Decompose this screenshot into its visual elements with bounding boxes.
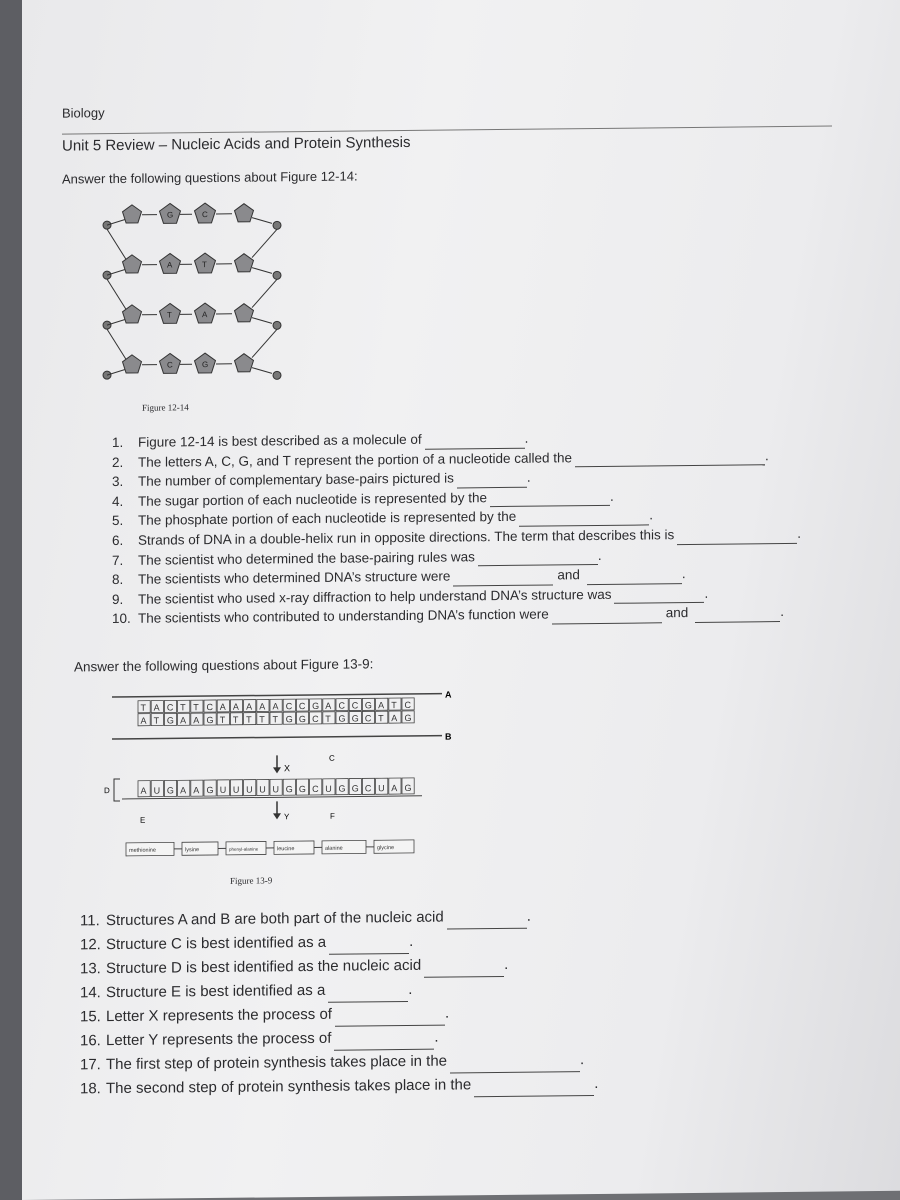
- question-text: Strands of DNA in a double-helix run in opposite directions. The term that describes this is: [138, 527, 675, 548]
- base-letter: C: [202, 210, 208, 220]
- question-end: .: [597, 547, 602, 563]
- figure-13-9-caption: Figure 13-9: [230, 875, 273, 886]
- question-number: 8.: [112, 572, 124, 588]
- answer-blank[interactable]: [453, 572, 553, 586]
- strand-b-letter: T: [153, 715, 160, 726]
- section2-instruction: Answer the following questions about Figure 13-9:: [74, 656, 374, 675]
- answer-blank[interactable]: [575, 452, 765, 467]
- mrna-letter: G: [166, 785, 174, 796]
- question-text: The letters A, C, G, and T represent the portion of a nucleotide called the: [138, 449, 573, 470]
- base-letter: G: [202, 360, 209, 370]
- strand-b-line: [112, 736, 442, 739]
- mrna-letter: G: [206, 784, 214, 796]
- dna-backbones: [103, 202, 281, 381]
- label-e: E: [140, 815, 146, 825]
- base-letter: T: [167, 310, 172, 320]
- question-end: .: [780, 604, 785, 620]
- worksheet-page: [22, 0, 900, 1200]
- and-connector: and: [557, 567, 580, 583]
- dna-strand-a: [138, 698, 414, 713]
- mrna-letter: G: [351, 783, 359, 794]
- question-end: .: [704, 585, 709, 601]
- base-letter: C: [167, 360, 173, 370]
- strand-a-letter: C: [285, 701, 293, 712]
- answer-blank[interactable]: [424, 964, 504, 978]
- question-number: 5.: [112, 513, 124, 529]
- question-text: The scientists who contributed to understanding DNA’s function were: [138, 606, 549, 627]
- question-text: Structure C is best identified as a: [106, 933, 327, 954]
- question-list-2: [80, 904, 598, 1101]
- question-number: 18.: [80, 1080, 101, 1098]
- question-end: .: [609, 488, 614, 504]
- question-number: 17.: [80, 1056, 101, 1074]
- strand-a-letter: C: [338, 700, 345, 711]
- question-number: 6.: [112, 532, 124, 549]
- strand-b-letter: T: [246, 714, 252, 725]
- strand-a-letter: C: [351, 700, 359, 711]
- sugar-pentagon: [235, 254, 254, 272]
- question-end: .: [580, 1051, 585, 1069]
- question-text: The phosphate portion of each nucleotide is represented by the: [138, 509, 517, 529]
- label-x: X: [284, 763, 291, 774]
- question-text: The scientist who determined the base-pairing rules was: [138, 548, 475, 568]
- bond-line: [107, 229, 127, 261]
- question-end: .: [524, 430, 529, 446]
- answer-blank[interactable]: [474, 1083, 594, 1097]
- amino-acid-label: leucine: [277, 846, 295, 853]
- phosphate-circle: [273, 321, 281, 329]
- answer-blank[interactable]: [677, 530, 797, 544]
- mrna-letter: A: [140, 785, 147, 796]
- question-end: .: [408, 980, 413, 998]
- amino-acid-label: alanine: [325, 845, 343, 852]
- question-end: .: [526, 907, 531, 925]
- mrna-letter: U: [153, 785, 161, 796]
- label-d: D: [104, 786, 110, 796]
- strand-b-letter: A: [391, 713, 398, 724]
- subject-heading: Biology: [62, 105, 105, 121]
- strand-a-letter: A: [246, 701, 253, 712]
- strand-a-letter: A: [153, 702, 160, 713]
- strand-a-letter: A: [378, 700, 385, 711]
- base-letter: G: [167, 210, 174, 220]
- strand-a-letter: C: [206, 702, 213, 713]
- strand-b-letter: T: [325, 713, 331, 724]
- section1-instruction: Answer the following questions about Figure 12-14:: [62, 168, 358, 187]
- mrna-letter: G: [404, 782, 412, 793]
- answer-blank[interactable]: [425, 435, 525, 449]
- question-number: 4.: [112, 493, 124, 509]
- mrna-strand: [114, 776, 422, 801]
- base-letter: A: [202, 310, 208, 320]
- label-y: Y: [284, 812, 290, 822]
- answer-blank[interactable]: [490, 493, 610, 507]
- mrna-letter: U: [232, 784, 240, 795]
- strand-b-letter: C: [364, 713, 372, 724]
- strand-b-letter: T: [378, 713, 384, 724]
- strand-a-letter: G: [364, 700, 372, 711]
- answer-blank[interactable]: [329, 941, 409, 955]
- background-edge: [0, 0, 22, 1200]
- question-text: The number of complementary base-pairs pictured is: [138, 470, 454, 489]
- question-end: .: [444, 1004, 450, 1022]
- bond-line: [107, 329, 127, 361]
- answer-blank[interactable]: [328, 989, 408, 1003]
- mrna-letter: U: [325, 783, 332, 794]
- question-list-1: [112, 426, 801, 629]
- mrna-letter: U: [219, 784, 227, 795]
- strand-b-letter: C: [312, 713, 319, 724]
- strand-b-letter: A: [193, 715, 200, 726]
- answer-blank[interactable]: [552, 610, 662, 624]
- protein-synthesis-figure: [102, 679, 462, 873]
- question-text: Letter X represents the process of: [106, 1005, 332, 1026]
- strand-b-letter: T: [272, 714, 278, 725]
- question-end: .: [649, 507, 654, 523]
- title-rule: [62, 126, 832, 135]
- label-b: B: [445, 731, 452, 742]
- question-number: 11.: [80, 912, 100, 930]
- sugar-pentagon: [123, 205, 142, 223]
- question-number: 13.: [80, 960, 101, 978]
- and-connector: and: [665, 605, 689, 621]
- mrna-letter: A: [180, 785, 187, 796]
- question-number: 1.: [112, 434, 124, 451]
- strand-b-letter: G: [298, 714, 306, 725]
- strand-b-letter: G: [351, 713, 359, 724]
- amino-acid-label: glycine: [377, 845, 395, 852]
- strand-a-letter: A: [272, 701, 279, 712]
- strand-a-letter: A: [232, 701, 239, 712]
- mrna-letter: G: [285, 784, 293, 795]
- bond-line: [252, 329, 277, 357]
- mrna-letter: A: [391, 783, 398, 794]
- mrna-letter: U: [259, 784, 266, 795]
- amino-acid-label: lysine: [185, 847, 200, 854]
- phosphate-circle: [273, 271, 281, 279]
- question-number: 16.: [80, 1032, 101, 1050]
- mrna-letter: U: [246, 784, 253, 795]
- answer-blank[interactable]: [335, 1013, 445, 1027]
- question-text: The scientists who determined DNA’s structure were: [138, 568, 451, 587]
- mrna-letter: A: [193, 785, 200, 796]
- mrna-bracket: [114, 779, 120, 801]
- strand-b-letter: G: [166, 715, 174, 726]
- sugar-pentagon: [235, 204, 254, 222]
- bond-line: [252, 229, 277, 257]
- question-text: The first step of protein synthesis takes place in the: [106, 1052, 448, 1074]
- bond-line: [252, 217, 272, 223]
- strand-b-letter: G: [404, 712, 412, 723]
- strand-a-letter: T: [140, 702, 146, 713]
- strand-b-letter: A: [180, 715, 187, 726]
- sugar-pentagon: [235, 304, 254, 322]
- question-number: 3.: [112, 474, 124, 490]
- sugar-pentagon: [235, 354, 254, 372]
- answer-blank[interactable]: [587, 571, 682, 585]
- figure-12-14-caption: Figure 12-14: [142, 402, 189, 413]
- strand-a-letter: T: [391, 700, 397, 711]
- question-end: .: [434, 1028, 439, 1046]
- answer-blank[interactable]: [695, 609, 780, 623]
- bond-line: [252, 279, 277, 307]
- strand-a-letter: G: [312, 700, 320, 711]
- question-text: The scientist who used x-ray diffraction to help understand DNA’s structure was: [138, 586, 612, 607]
- question-number: 14.: [80, 984, 101, 1002]
- question-end: .: [594, 1074, 599, 1093]
- mrna-letter: U: [272, 784, 279, 795]
- strand-b-letter: G: [206, 714, 214, 726]
- phosphate-circle: [273, 371, 281, 379]
- dna-strand-b: [138, 711, 414, 726]
- mrna-letter: G: [298, 784, 306, 795]
- mrna-letter: C: [364, 783, 372, 794]
- strand-a-letter: C: [166, 702, 174, 713]
- question-text: The sugar portion of each nucleotide is represented by the: [138, 489, 487, 509]
- mrna-letter: U: [378, 783, 385, 794]
- strand-b-letter: T: [219, 714, 226, 725]
- strand-b-letter: T: [232, 714, 239, 725]
- amino-acid-chain: [126, 840, 414, 856]
- strand-b-letter: A: [140, 715, 147, 726]
- question-number: 2.: [112, 454, 124, 470]
- strand-b-letter: T: [259, 714, 265, 725]
- amino-acid-label: methionine: [129, 847, 156, 854]
- base-letter: A: [167, 260, 173, 270]
- strand-a-letter: C: [404, 699, 411, 710]
- question-text: Structure D is best identified as the nucleic acid: [106, 956, 422, 978]
- question-end: .: [765, 447, 769, 463]
- bond-line: [252, 367, 272, 373]
- phosphate-circle: [273, 221, 281, 229]
- strand-b-letter: G: [285, 714, 293, 725]
- label-c: C: [329, 753, 335, 763]
- question-text: The second step of protein synthesis takes place in the: [106, 1076, 472, 1098]
- question-end: .: [681, 566, 686, 582]
- mrna-letter: C: [312, 783, 319, 794]
- label-f: F: [330, 811, 335, 821]
- answer-blank[interactable]: [447, 916, 527, 930]
- amino-acid-label: phenyl-alanine: [229, 846, 259, 852]
- dna-figure: [72, 183, 302, 400]
- page-title: Unit 5 Review – Nucleic Acids and Protein Synthesis: [62, 133, 411, 155]
- question-number: 9.: [112, 591, 124, 607]
- question-number: 12.: [80, 936, 101, 954]
- question-text: Figure 12-14 is best described as a molecule of: [138, 431, 422, 450]
- answer-blank[interactable]: [334, 1037, 434, 1051]
- question-end: .: [504, 955, 509, 973]
- question-number: 7.: [112, 552, 124, 568]
- question-end: .: [797, 525, 802, 541]
- strand-a-letter: A: [219, 701, 226, 712]
- strand-a-letter: A: [259, 701, 266, 712]
- bond-line: [107, 279, 127, 311]
- question-end: .: [409, 932, 414, 950]
- bond-line: [252, 267, 272, 273]
- base-letter: T: [202, 260, 207, 270]
- arrow-x-head: [273, 767, 281, 773]
- answer-blank[interactable]: [450, 1059, 580, 1073]
- strand-a-letter: T: [193, 702, 199, 713]
- question-number: 15.: [80, 1008, 101, 1026]
- question-text: Structures A and B are both part of the nucleic acid: [106, 908, 444, 930]
- arrow-y-head: [273, 813, 281, 819]
- mrna-letter: G: [338, 783, 346, 794]
- strand-a-letter: C: [298, 701, 306, 712]
- bond-line: [252, 317, 272, 323]
- answer-blank[interactable]: [478, 552, 598, 566]
- question-number: 10.: [112, 611, 131, 627]
- strand-a-letter: T: [180, 702, 186, 713]
- label-a: A: [445, 689, 452, 700]
- answer-blank[interactable]: [457, 474, 527, 488]
- strand-b-letter: G: [338, 713, 346, 724]
- question-text: Letter Y represents the process of: [106, 1029, 332, 1050]
- question-end: .: [526, 469, 531, 485]
- answer-blank[interactable]: [614, 590, 704, 604]
- question-text: Structure E is best identified as a: [106, 981, 326, 1002]
- strand-a-letter: A: [325, 700, 332, 711]
- question-row: [80, 1072, 598, 1101]
- strand-a-line: [112, 694, 442, 697]
